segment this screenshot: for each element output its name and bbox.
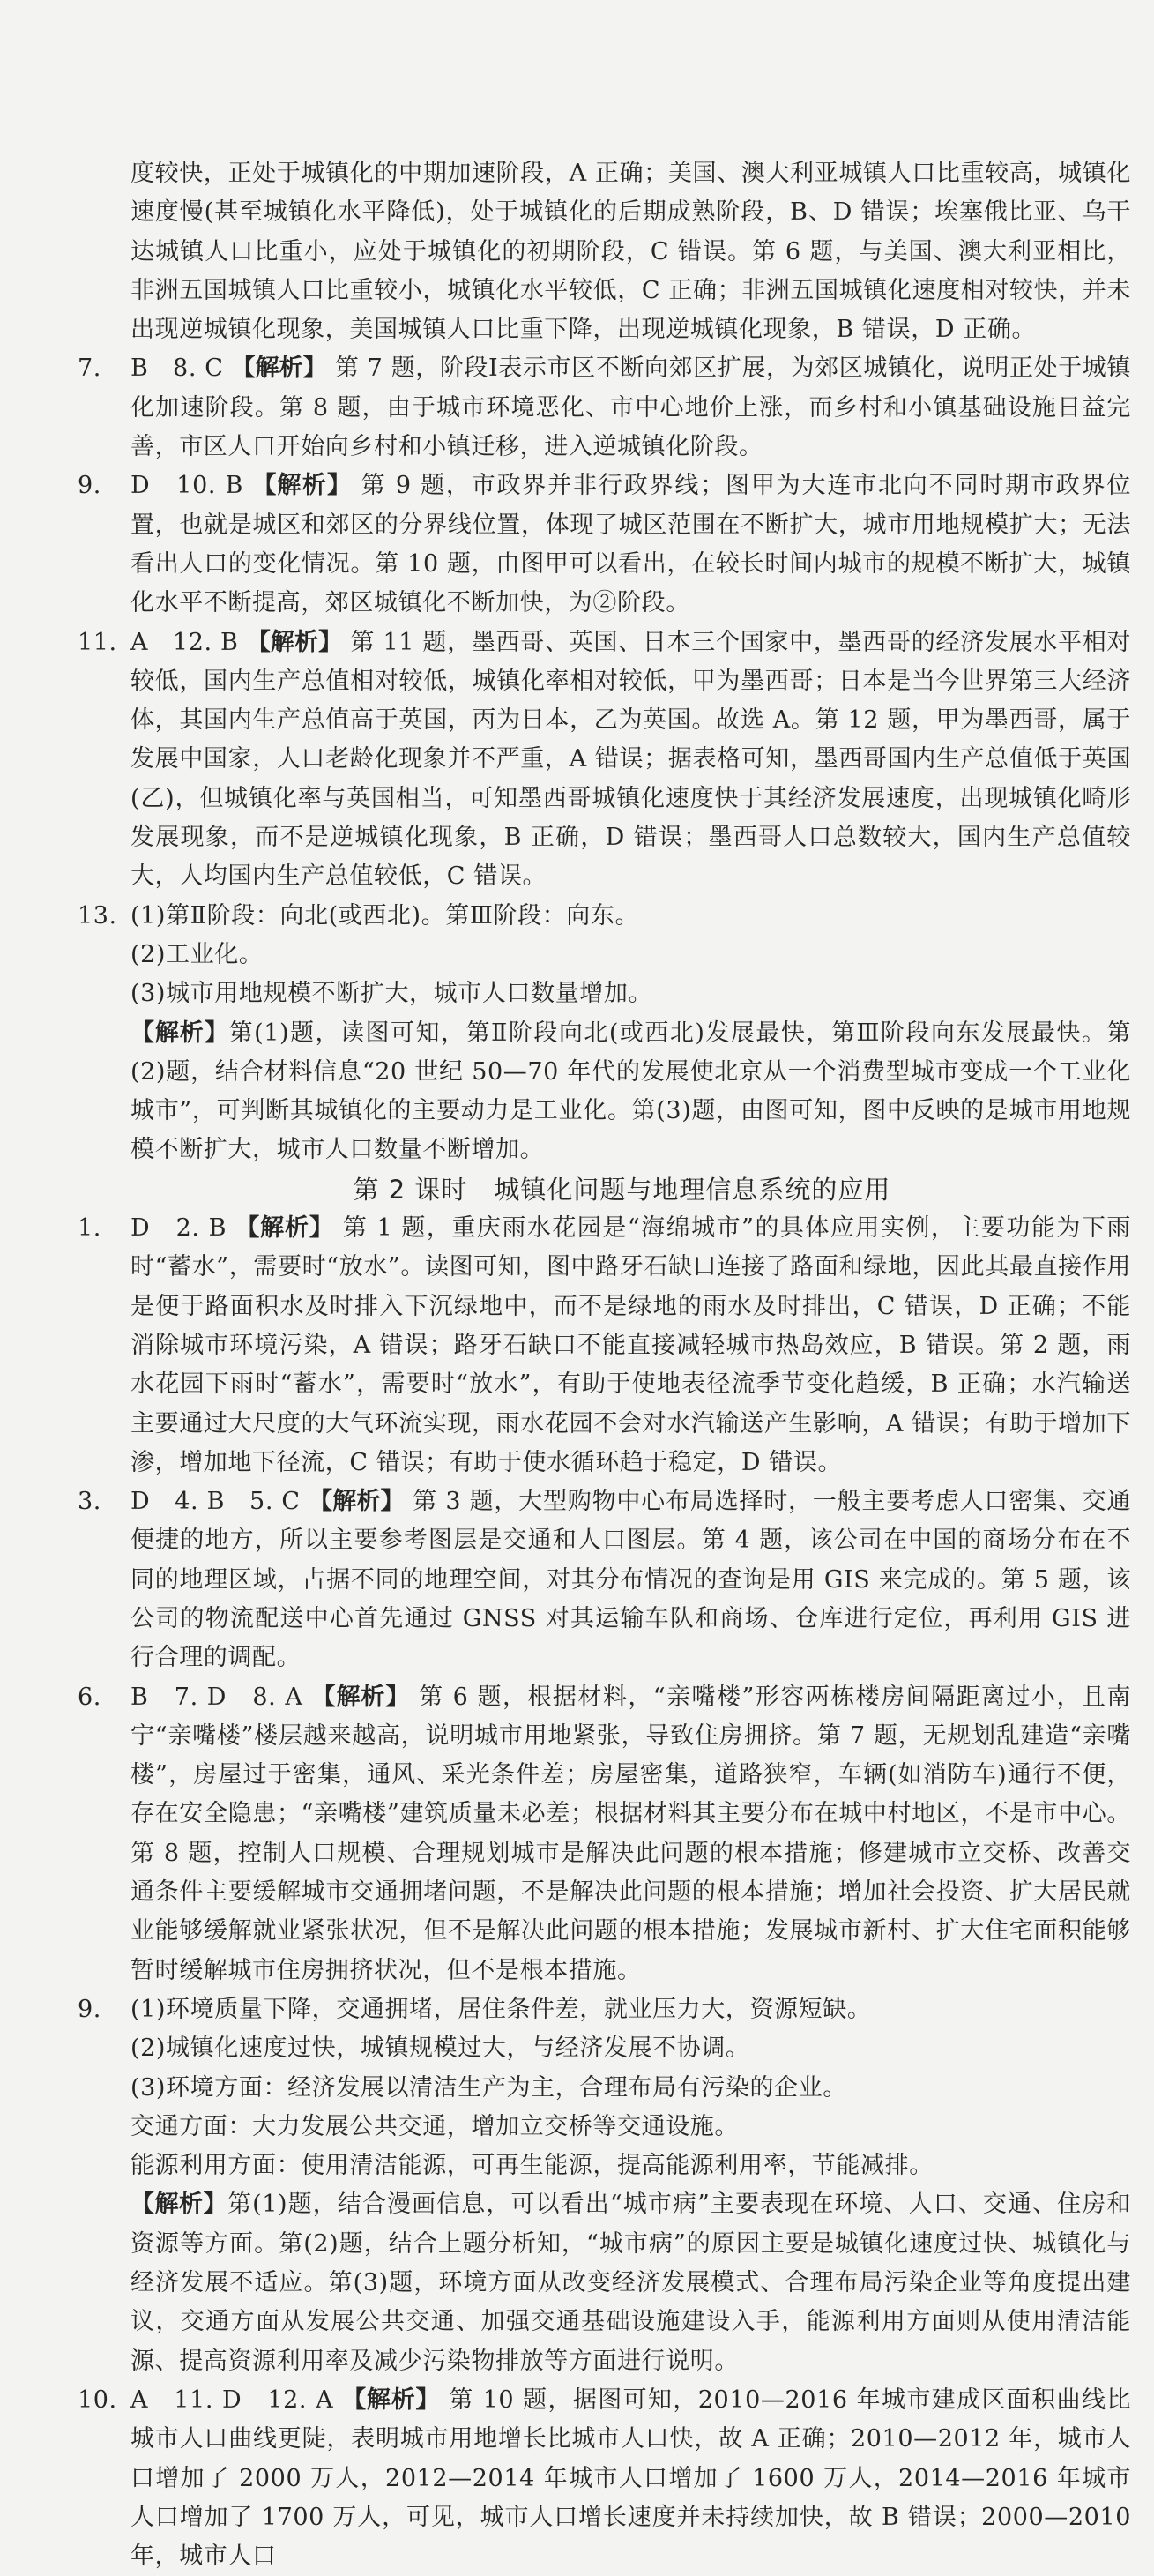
answer-line: (1)第Ⅱ阶段：向北(或西北)。第Ⅲ阶段：向东。 (130, 901, 640, 930)
analysis-text: 第(1)题，结合漫画信息，可以看出“城市病”主要表现在环境、人口、交通、住房和资源等方面。第(2)题，结合上题分析知，“城市病”的原因主要是城镇化速度过快、城镇化与经济发展不适应。第(3)题，环境方面从改变经济发展模式、合理布局污染企业等角度提出建议，交通方面从发展公共交通、加强交通基础设施建设入手，能源利用方面则从使用清洁能源、提高资源利用率及减少污染物排放等方面进行说明。 (130, 2191, 1131, 2375)
item-number: 3. (78, 1488, 101, 1516)
answer-item-9 (78, 467, 1131, 623)
analysis-text: 第(1)题，读图可知，第Ⅱ阶段向北(或西北)发展最快，第Ⅲ阶段向东发展最快。第(2)题，结合材料信息“20 世纪 50—70 年代的发展使北京从一个消费型城市变成一个工业化城市”，可判断其城镇化的主要动力是工业化。第(3)题，由图可知，图中反映的是城市用地规模不断扩大，城市人口数量不断增加。 (130, 1019, 1131, 1164)
item-answers: D 10. B (130, 472, 243, 500)
analysis-tag: 【解析】 (130, 2191, 227, 2219)
answer-item-1 (78, 1209, 1131, 1482)
analysis-text: 第 6 题，根据材料，“亲嘴楼”形容两栋楼房间隔距离过小，且南宁“亲嘴楼”楼层越来越高，说明城市用地紧张，导致住房拥挤。第 7 题，无规划乱建造“亲嘴楼”，房屋过于密集，通风、采光条件差；房屋密集，道路狭窄，车辆(如消防车)通行不便，存在安全隐患；“亲嘴楼”建筑质量未必差；根据材料其主要分布在城中村地区，不是市中心。第 8 题，控制人口规模、合理规划城市是解决此问题的根本措施；修建城市立交桥、改善交通条件主要缓解城市交通拥堵问题，不是解决此问题的根本措施；增加社会投资、扩大居民就业能够缓解就业紧张状况，但不是解决此问题的根本措施；发展城市新村、扩大住宅面积能够暂时缓解城市住房拥挤状况，但不是根本措施。 (130, 1683, 1131, 1984)
item-number: 13. (78, 901, 117, 930)
item-number: 10. (78, 2386, 117, 2414)
section-title: 第 2 课时 城镇化问题与地理信息系统的应用 (353, 1174, 891, 1205)
analysis-tag: 【解析】 (309, 1488, 405, 1516)
analysis-tag: 【解析】 (311, 1683, 411, 1711)
answer-item-7 (78, 349, 1131, 467)
analysis-tag: 【解析】 (252, 472, 353, 500)
intro-paragraph: 度较快，正处于城镇化的中期加速阶段，A 正确；美国、澳大利亚城镇人口比重较高，城镇化速度慢(甚至城镇化水平降低)，处于城镇化的后期成熟阶段，B、D 错误；埃塞俄比亚、乌干达城镇人口比重小，应处于城镇化的初期阶段，C 错误。第 6 题，与美国、澳大利亚相比，非洲五国城镇人口比重较小，城镇化水平较低，C 正确；非洲五国城镇化速度相对较快，并未出现逆城镇化现象，美国城镇人口比重下降，出现逆城镇化现象，B 错误，D 正确。 (130, 160, 1131, 344)
analysis-text: 第 3 题，大型购物中心布局选择时，一般主要考虑人口密集、交通便捷的地方，所以主要参考图层是交通和人口图层。第 4 题，该公司在中国的商场分布在不同的地理区域，占据不同的地理空间，对其分布情况的查询是用 GIS 来完成的。第 5 题，该公司的物流配送中心首先通过 GNSS 对其运输车队和商场、仓库进行定位，再利用 GIS 进行合理的调配。 (130, 1488, 1132, 1672)
answer-line: (3)环境方面：经济发展以清洁生产为主，合理布局有污染的企业。 (130, 2073, 847, 2102)
analysis-text: 第 10 题，据图可知，2010—2016 年城市建成区面积曲线比城市人口曲线更陡，表明城市用地增长比城市人口快，故 A 正确；2010—2012 年，城市人口增加了 2000 万人，2012—2014 年城市人口增加了 1600 万人，2014—2016 年城市人口增加了 1700 万人，可见，城市人口增长速度并未持续加快，故 B 错误；2000—2010 年，城市人口 (130, 2386, 1131, 2571)
analysis-text: 第 7 题，阶段Ⅰ表示市区不断向郊区扩展，为郊区城镇化，说明正处于城镇化加速阶段。第 8 题，由于城市环境恶化、市中心地价上涨，而乡村和小镇基础设施日益完善，市区人口开始向乡村和小镇迁移，进入逆城镇化阶段。 (130, 355, 1131, 461)
answer-line: (2)城镇化速度过快，城镇规模过大，与经济发展不协调。 (130, 2035, 750, 2063)
answer-content (78, 154, 1131, 2576)
answer-item-9b (78, 1990, 1131, 2381)
answer-item-3 (78, 1482, 1131, 1677)
answer-item-13 (78, 897, 1131, 1170)
item-answers: B 7. D 8. A (130, 1683, 303, 1711)
item-answers: D 4. B 5. C (130, 1488, 301, 1516)
item-answers: A 11. D 12. A (130, 2386, 334, 2414)
analysis-text: 第 9 题，市政界并非行政界线；图甲为大连市北向不同时期市政界位置，也就是城区和郊区的分界线位置，体现了城区范围在不断扩大，城市用地规模扩大；无法看出人口的变化情况。第 10 题，由图甲可以看出，在较长时间内城市的规模不断扩大，城镇化水平不断提高，郊区城镇化不断加快，为②阶段。 (130, 472, 1132, 617)
analysis-text: 第 1 题，重庆雨水花园是“海绵城市”的具体应用实例，主要功能为下雨时“蓄水”，需要时“放水”。读图可知，图中路牙石缺口连接了路面和绿地，因此其最直接作用是便于路面积水及时排入下沉绿地中，而不是绿地的雨水及时排出，C 错误，D 正确；不能消除城市环境污染，A 错误；路牙石缺口不能直接减轻城市热岛效应，B 错误。第 2 题，雨水花园下雨时“蓄水”，需要时“放水”，有助于使地表径流季节变化趋缓，B 正确；水汽输送主要通过大尺度的大气环流实现，雨水花园不会对水汽输送产生影响，A 错误；有助于增加下渗，增加地下径流，C 错误；有助于使水循环趋于稳定，D 错误。 (130, 1214, 1132, 1476)
analysis-paragraph (130, 1014, 1131, 1170)
item-answers: D 2. B (130, 1214, 227, 1243)
analysis-tag: 【解析】 (235, 1214, 334, 1243)
item-number: 6. (78, 1683, 101, 1711)
item-number: 7. (78, 355, 101, 383)
answer-line: (3)城市用地规模不断扩大，城市人口数量增加。 (130, 980, 653, 1008)
answer-line: 能源利用方面：使用清洁能源，可再生能源，提高能源利用率，节能减排。 (130, 2152, 934, 2180)
answer-item-10 (78, 2381, 1131, 2576)
item-number: 11. (78, 628, 117, 656)
item-number: 9. (78, 472, 101, 500)
answer-item-6 (78, 1678, 1131, 1990)
answer-line: (2)工业化。 (130, 940, 264, 968)
item-answers: A 12. B (130, 628, 239, 656)
answer-item-11 (78, 623, 1131, 897)
analysis-tag: 【解析】 (231, 355, 327, 383)
analysis-tag: 【解析】 (342, 2386, 441, 2414)
analysis-tag: 【解析】 (130, 1019, 229, 1047)
item-answers: B 8. C (130, 355, 224, 383)
answer-line: 交通方面：大力发展公共交通，增加立交桥等交通设施。 (130, 2112, 739, 2140)
analysis-tag: 【解析】 (246, 628, 343, 656)
item-number: 9. (78, 1995, 101, 2023)
answer-line: (1)环境质量下降，交通拥堵，居住条件差，就业压力大，资源短缺。 (130, 1995, 872, 2023)
analysis-paragraph (130, 2185, 1131, 2380)
item-number: 1. (78, 1214, 101, 1243)
analysis-text: 第 11 题，墨西哥、英国、日本三个国家中，墨西哥的经济发展水平相对较低，国内生产总值相对较低，城镇化率相对较低，甲为墨西哥；日本是当今世界第三大经济体，其国内生产总值高于英国，丙为日本，乙为英国。故选 A。第 12 题，甲为墨西哥，属于发展中国家，人口老龄化现象并不严重，A 错误；据表格可知，墨西哥国内生产总值低于英国(乙)，但城镇化率与英国相当，可知墨西哥城镇化速度快于其经济发展速度，出现城镇化畸形发展现象，而不是逆城镇化现象，B 正确，D 错误；墨西哥人口总数较大，国内生产总值较大，人均国内生产总值较低，C 错误。 (130, 628, 1132, 891)
